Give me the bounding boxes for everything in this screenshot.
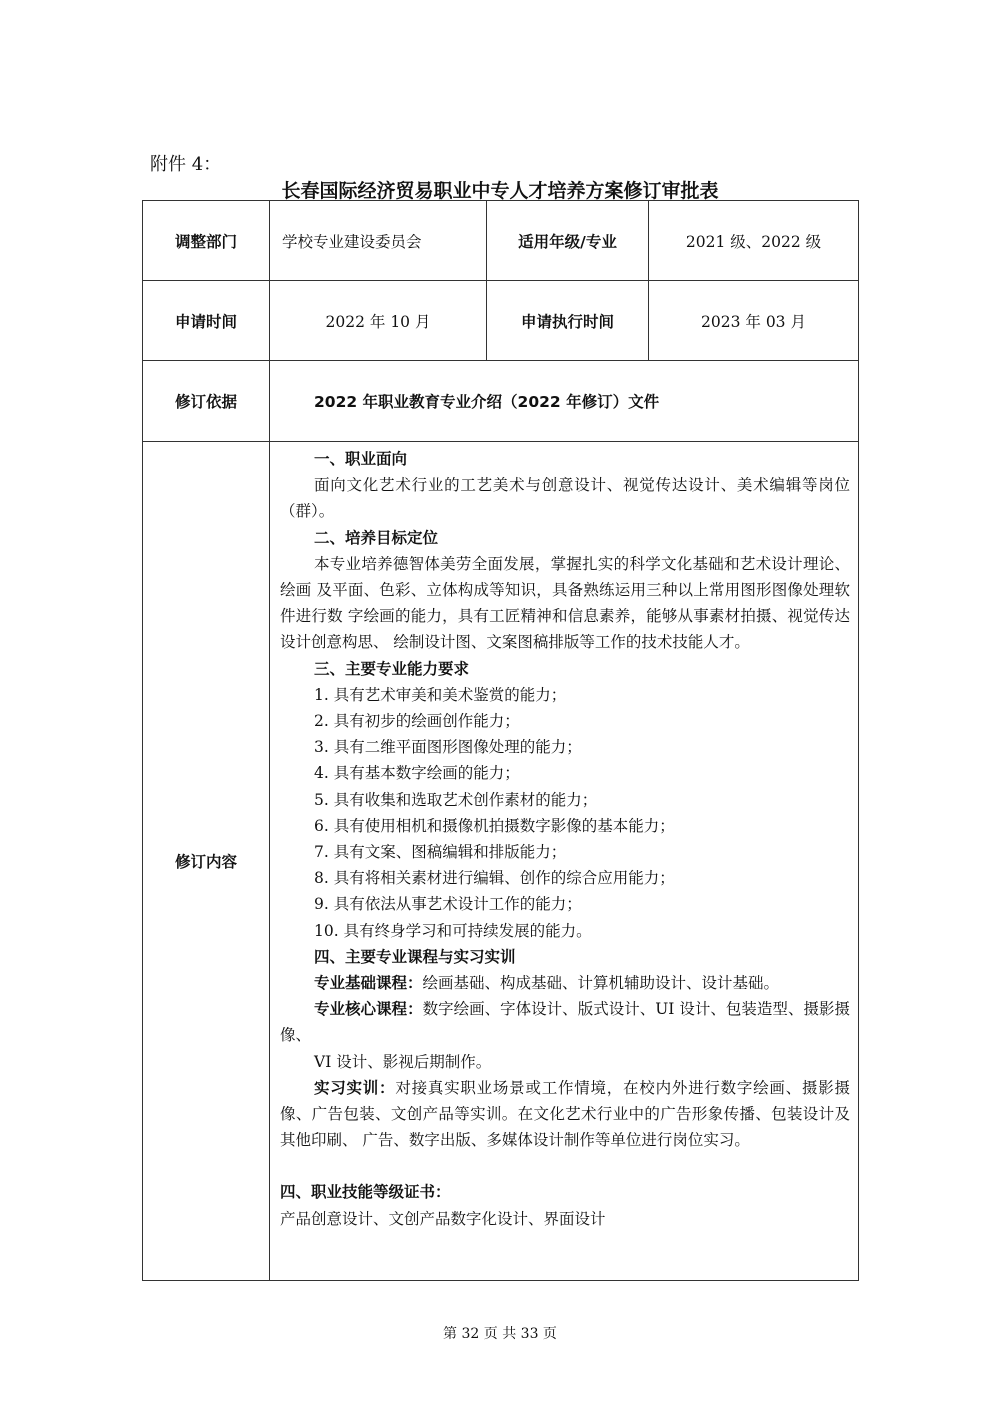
basic-courses-label: 专业基础课程： <box>314 974 423 993</box>
basis-value: 2022 年职业教育专业介绍（2022 年修订）文件 <box>270 361 859 442</box>
ability-item: 8. 具有将相关素材进行编辑、创作的综合应用能力； <box>314 869 675 888</box>
ability-item: 1. 具有艺术审美和美术鉴赏的能力； <box>314 685 567 704</box>
ability-item: 9. 具有依法从事艺术设计工作的能力； <box>314 895 582 914</box>
exec-time-label: 申请执行时间 <box>487 281 649 361</box>
row-basis <box>143 361 859 442</box>
ability-item: 10. 具有终身学习和可持续发展的能力。 <box>314 921 592 940</box>
core-courses-text: 数字绘画、字体设计、版式设计、UI 设计、包装造型、摄影摄像、 <box>280 1000 850 1045</box>
section-4-title: 四、主要专业课程与实习实训 <box>314 947 516 966</box>
approval-table <box>142 200 859 1281</box>
section-5-text: 产品创意设计、文创产品数字化设计、界面设计 <box>280 1209 606 1228</box>
section-1-title: 一、职业面向 <box>314 450 408 468</box>
section-1-text: 面向文化艺术行业的工艺美术与创意设计、视觉传达设计、美术编辑等岗位（群）。 <box>280 476 850 521</box>
ability-item: 2. 具有初步的绘画创作能力； <box>314 712 520 731</box>
exec-time-value: 2023 年 03 月 <box>649 281 859 361</box>
apply-time-label: 申请时间 <box>143 281 270 361</box>
row-time <box>143 281 859 361</box>
ability-item: 6. 具有使用相机和摄像机拍摄数字影像的基本能力； <box>314 816 675 835</box>
dept-label: 调整部门 <box>143 201 270 281</box>
section-2-title: 二、培养目标定位 <box>314 528 439 547</box>
practice-text: 对接真实职业场景或工作情境，在校内外进行数字绘画、摄影摄像、广告包装、文创产品等实训。在文化艺术行业中的广告形象传播、包装设计及其他印刷、 广告、数字出版、多媒体设计制作等单位进行岗位实习。 <box>280 1078 850 1150</box>
basic-courses-text: 绘画基础、构成基础、计算机辅助设计、设计基础。 <box>422 974 780 993</box>
content-body <box>270 442 859 1281</box>
section-2-text: 本专业培养德智体美劳全面发展，掌握扎实的科学文化基础和艺术设计理论、绘画 及平面、色彩、立体构成等知识，具备熟练运用三种以上常用图形图像处理软件进行数 字绘画的能力，具有工匠精神和信息素养，能够从事素材拍摄、视觉传达设计创意构思、 绘制设计图、文案图稿排版等工作的技术技能人才。 <box>280 554 850 652</box>
section-3-title: 三、主要专业能力要求 <box>314 659 470 678</box>
ability-item: 5. 具有收集和选取艺术创作素材的能力； <box>314 790 598 809</box>
core-courses <box>280 996 850 1048</box>
grade-label: 适用年级/专业 <box>487 201 649 281</box>
core-courses-label: 专业核心课程： <box>314 1000 423 1019</box>
core-courses-continued: VI 设计、影视后期制作。 <box>314 1052 492 1071</box>
document-title: 长春国际经济贸易职业中专人才培养方案修订审批表 <box>281 180 719 202</box>
row-content <box>143 442 859 1281</box>
ability-item: 7. 具有文案、图稿编辑和排版能力； <box>314 843 567 862</box>
page-footer: 第 32 页 共 33 页 <box>443 1326 557 1342</box>
ability-item: 4. 具有基本数字绘画的能力； <box>314 764 520 783</box>
basic-courses <box>280 970 850 996</box>
basis-label: 修订依据 <box>143 361 270 442</box>
apply-time-value: 2022 年 10 月 <box>270 281 487 361</box>
dept-value: 学校专业建设委员会 <box>270 201 487 281</box>
ability-item: 3. 具有二维平面图形图像处理的能力； <box>314 738 582 757</box>
content-label: 修订内容 <box>143 442 270 1281</box>
section-5-title: 四、职业技能等级证书： <box>280 1183 451 1202</box>
grade-value: 2021 级、2022 级 <box>649 201 859 281</box>
spacer <box>280 1153 850 1179</box>
row-department <box>143 201 859 281</box>
practice-label: 实习实训： <box>314 1078 396 1097</box>
attachment-label: 附件 4： <box>150 154 222 175</box>
practice-training <box>280 1075 850 1154</box>
